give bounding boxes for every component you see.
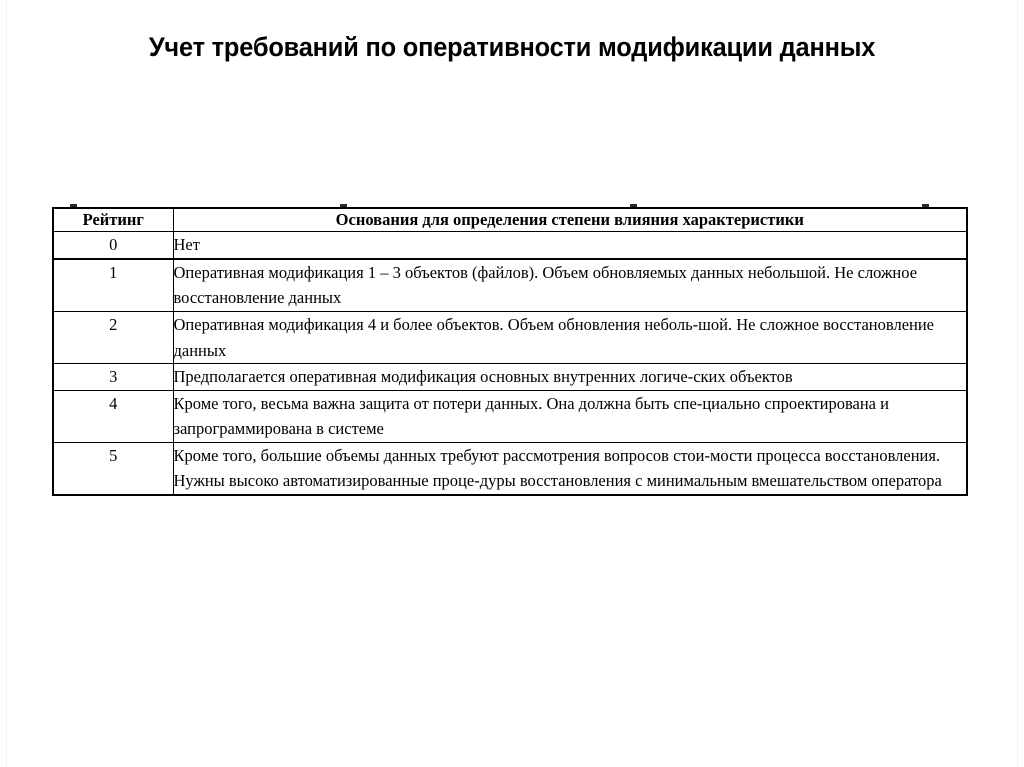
cell-rating: 5: [53, 442, 173, 495]
table-row: [53, 442, 967, 495]
slide-right-edge-guide: [1017, 0, 1018, 767]
table-row: [53, 259, 967, 312]
rating-criteria-table: [52, 207, 968, 496]
table-row: [53, 311, 967, 363]
table-row: [53, 390, 967, 442]
cell-rating: 0: [53, 232, 173, 259]
slide-left-edge-guide: [6, 0, 7, 767]
page-title: Учет требований по оперативности модификации данных: [148, 32, 876, 62]
table-body: [53, 232, 967, 495]
cell-description: Кроме того, весьма важна защита от потери данных. Она должна быть спе-циально спроектирована и запрограммирована в системе: [173, 390, 967, 442]
cell-description: Нет: [173, 232, 967, 259]
cell-rating: 3: [53, 364, 173, 391]
cell-description: Оперативная модификация 1 – 3 объектов (файлов). Объем обновляемых данных небольшой. Не сложное восстановление данных: [173, 259, 967, 312]
rating-table-container: [52, 207, 968, 496]
table-row: [53, 364, 967, 391]
table-header-row: [53, 208, 967, 232]
cell-description: Предполагается оперативная модификация основных внутренних логиче-ских объектов: [173, 364, 967, 391]
cell-rating: 2: [53, 311, 173, 363]
cell-rating: 1: [53, 259, 173, 312]
table-header: [53, 208, 967, 232]
table-row: [53, 232, 967, 259]
cell-description: Кроме того, большие объемы данных требуют рассмотрения вопросов стои-мости процесса восстановления. Нужны высоко автоматизированные проце-дуры восстановления с минимальным вмешательством оператора: [173, 442, 967, 495]
cell-description: Оперативная модификация 4 и более объектов. Объем обновления неболь-шой. Не сложное восстановление данных: [173, 311, 967, 363]
column-header-rating: Рейтинг: [53, 208, 173, 232]
column-header-description: Основания для определения степени влияния характеристики: [173, 208, 967, 232]
table-top-tick-marks: [52, 200, 968, 207]
cell-rating: 4: [53, 390, 173, 442]
